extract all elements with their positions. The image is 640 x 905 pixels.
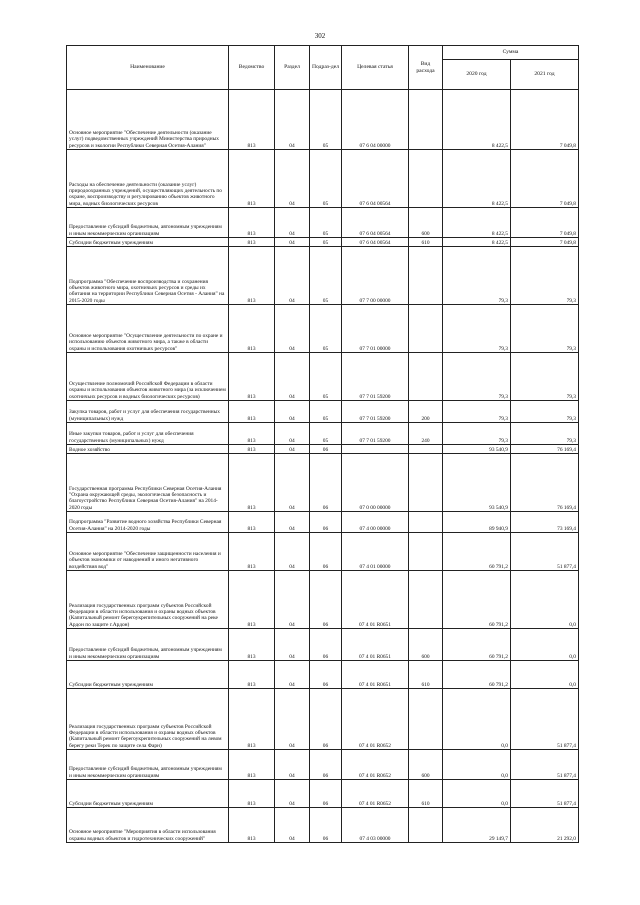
row-razdel: 04 [275, 750, 310, 780]
table-row [67, 423, 579, 445]
table-row [67, 629, 579, 661]
row-razdel: 04 [275, 661, 310, 689]
row-vedomstvo: 813 [229, 512, 275, 533]
header-vedomstvo: Ведомство [229, 46, 275, 90]
row-name: Закупка товаров, работ и услуг для обеспечения государственных (муниципальных) нужд [67, 401, 229, 423]
table-row [67, 238, 579, 247]
row-podrazdel: 05 [310, 150, 342, 208]
row-sum-2020: 8 422,5 [443, 238, 511, 247]
table-row [67, 571, 579, 629]
row-name: Субсидии бюджетным учреждениям [67, 661, 229, 689]
row-name: Субсидии бюджетным учреждениям [67, 238, 229, 247]
header-2021: 2021 год [511, 60, 579, 90]
row-celevaya: 07 4 01 R0651 [342, 661, 409, 689]
row-sum-2020: 0,0 [443, 750, 511, 780]
row-razdel: 04 [275, 208, 310, 238]
row-podrazdel: 06 [310, 454, 342, 512]
row-razdel: 04 [275, 689, 310, 750]
row-razdel: 04 [275, 90, 310, 150]
row-name: Основное мероприятие "Мероприятия в области использования охраны водных объектов и гидротехнических сооружений" [67, 808, 229, 843]
row-sum-2020: 0,0 [443, 780, 511, 808]
row-podrazdel: 06 [310, 780, 342, 808]
row-vedomstvo: 813 [229, 808, 275, 843]
row-vid: 200 [409, 401, 443, 423]
row-podrazdel: 06 [310, 629, 342, 661]
row-vedomstvo: 813 [229, 629, 275, 661]
row-podrazdel: 06 [310, 445, 342, 454]
row-razdel: 04 [275, 247, 310, 305]
row-sum-2021: 79,3 [511, 401, 579, 423]
row-podrazdel: 05 [310, 401, 342, 423]
table-row [67, 689, 579, 750]
row-razdel: 04 [275, 305, 310, 353]
table-row [67, 90, 579, 150]
row-celevaya: 07 7 01 59200 [342, 423, 409, 445]
table-row [67, 512, 579, 533]
row-vid [409, 445, 443, 454]
row-podrazdel: 06 [310, 750, 342, 780]
row-vedomstvo: 813 [229, 454, 275, 512]
row-sum-2020: 79,3 [443, 247, 511, 305]
row-vedomstvo: 813 [229, 533, 275, 571]
row-vedomstvo: 813 [229, 661, 275, 689]
table-row [67, 780, 579, 808]
row-celevaya: 07 6 04 00000 [342, 90, 409, 150]
header-name: Наименование [67, 46, 229, 90]
table-row [67, 247, 579, 305]
row-celevaya: 07 7 01 00000 [342, 305, 409, 353]
row-razdel: 04 [275, 780, 310, 808]
row-vedomstvo: 813 [229, 750, 275, 780]
table-row [67, 445, 579, 454]
row-vid [409, 353, 443, 401]
row-sum-2021: 0,0 [511, 571, 579, 629]
header-razdel: Раздел [275, 46, 310, 90]
row-vid [409, 512, 443, 533]
row-razdel: 04 [275, 150, 310, 208]
row-vid [409, 90, 443, 150]
table-row [67, 305, 579, 353]
header-vid: Вид расхода [409, 46, 443, 90]
row-celevaya: 07 4 03 00000 [342, 808, 409, 843]
row-celevaya: 07 7 01 59200 [342, 401, 409, 423]
row-razdel: 04 [275, 445, 310, 454]
table-row [67, 533, 579, 571]
row-sum-2021: 79,3 [511, 305, 579, 353]
row-razdel: 04 [275, 353, 310, 401]
row-celevaya: 07 0 00 00000 [342, 454, 409, 512]
row-name: Основное мероприятие "Обеспечение защищенности населения и объектов экономики от наводнений и иного негативного воздействия вод" [67, 533, 229, 571]
row-sum-2020: 60 791,2 [443, 571, 511, 629]
row-podrazdel: 05 [310, 208, 342, 238]
row-name: Водное хозяйство [67, 445, 229, 454]
row-vid: 600 [409, 629, 443, 661]
row-vedomstvo: 813 [229, 238, 275, 247]
row-name: Осуществление полномочий Российской Федерации в области охраны и использования объектов животного мира (за исключением охотничьих ресурсов и водных биологических ресурсов) [67, 353, 229, 401]
row-sum-2020: 60 791,2 [443, 533, 511, 571]
header-2020: 2020 год [443, 60, 511, 90]
table-row [67, 353, 579, 401]
row-vedomstvo: 813 [229, 445, 275, 454]
row-sum-2021: 73 169,4 [511, 512, 579, 533]
row-podrazdel: 05 [310, 90, 342, 150]
row-sum-2021: 7 049,8 [511, 208, 579, 238]
row-name: Предоставление субсидий бюджетным, автономным учреждениям и иным некоммерческим организациям [67, 208, 229, 238]
row-sum-2021: 21 292,0 [511, 808, 579, 843]
row-name: Расходы на обеспечение деятельности (оказание услуг) природоохранных учреждений, осуществляющих деятельность по охране, воспроизводству и регулированию объектов животного мира, водных биологических ресурсов [67, 150, 229, 208]
row-vedomstvo: 813 [229, 571, 275, 629]
row-celevaya: 07 6 04 00564 [342, 150, 409, 208]
row-razdel: 04 [275, 238, 310, 247]
row-sum-2021: 76 169,4 [511, 454, 579, 512]
row-vid [409, 571, 443, 629]
row-celevaya: 07 4 01 00000 [342, 533, 409, 571]
table-row [67, 150, 579, 208]
row-celevaya: 07 4 01 R0651 [342, 571, 409, 629]
row-vedomstvo: 813 [229, 208, 275, 238]
row-celevaya: 07 6 04 00564 [342, 238, 409, 247]
row-vid: 610 [409, 780, 443, 808]
row-name: Государственная программа Республики Северная Осетия-Алания "Охрана окружающей среды, экологическая безопасность и благоустройство Республики Северная Осетия-Алания" на 2014-2020 годы [67, 454, 229, 512]
row-sum-2021: 51 877,4 [511, 533, 579, 571]
row-sum-2021: 51 877,4 [511, 689, 579, 750]
table-row [67, 750, 579, 780]
row-vedomstvo: 813 [229, 90, 275, 150]
row-vid [409, 533, 443, 571]
row-name: Основное мероприятие "Обеспечение деятельности (оказание услуг) подведомственных учреждений Министерства природных ресурсов и экологии Республики Северная Осетия-Алания" [67, 90, 229, 150]
row-celevaya: 07 4 00 00000 [342, 512, 409, 533]
row-podrazdel: 05 [310, 423, 342, 445]
row-vid: 610 [409, 661, 443, 689]
header-celevaya: Целевая статья [342, 46, 409, 90]
row-vedomstvo: 813 [229, 353, 275, 401]
row-vid [409, 305, 443, 353]
row-sum-2020: 79,3 [443, 401, 511, 423]
row-vid: 610 [409, 238, 443, 247]
row-name: Субсидии бюджетным учреждениям [67, 780, 229, 808]
header-podrazdel: Подраз-дел [310, 46, 342, 90]
row-podrazdel: 06 [310, 661, 342, 689]
row-sum-2020: 8 422,5 [443, 150, 511, 208]
row-podrazdel: 06 [310, 808, 342, 843]
row-vid: 600 [409, 750, 443, 780]
row-razdel: 04 [275, 808, 310, 843]
row-podrazdel: 06 [310, 571, 342, 629]
table-row [67, 208, 579, 238]
row-razdel: 04 [275, 454, 310, 512]
row-vedomstvo: 813 [229, 780, 275, 808]
row-celevaya: 07 4 01 R0651 [342, 629, 409, 661]
row-sum-2021: 76 169,4 [511, 445, 579, 454]
row-podrazdel: 06 [310, 512, 342, 533]
row-razdel: 04 [275, 512, 310, 533]
row-sum-2021: 79,3 [511, 247, 579, 305]
row-vid [409, 454, 443, 512]
row-celevaya [342, 445, 409, 454]
row-sum-2020: 29 149,7 [443, 808, 511, 843]
row-vedomstvo: 813 [229, 305, 275, 353]
row-vid [409, 808, 443, 843]
row-vedomstvo: 813 [229, 423, 275, 445]
row-vedomstvo: 813 [229, 150, 275, 208]
row-name: Подпрограмма "Развитие водного хозяйства Республики Северная Осетия-Алания" на 2014-2020 годы [67, 512, 229, 533]
row-vid [409, 247, 443, 305]
row-sum-2020: 79,3 [443, 353, 511, 401]
row-vid [409, 150, 443, 208]
row-vedomstvo: 813 [229, 247, 275, 305]
row-vid: 240 [409, 423, 443, 445]
row-name: Реализация государственных программ субъектов Российской Федерации в области использования и охраны водных объектов (Капитальный ремонт берегоукрепительных сооружений на левом берегу реки Терек по защите села Фарн) [67, 689, 229, 750]
row-sum-2021: 51 877,4 [511, 780, 579, 808]
row-vedomstvo: 813 [229, 689, 275, 750]
header-summa: Сумма [443, 46, 579, 60]
row-celevaya: 07 7 01 59200 [342, 353, 409, 401]
row-sum-2020: 93 540,9 [443, 445, 511, 454]
row-sum-2020: 0,0 [443, 689, 511, 750]
row-vedomstvo: 813 [229, 401, 275, 423]
table-row [67, 401, 579, 423]
row-vid [409, 689, 443, 750]
row-sum-2021: 79,3 [511, 423, 579, 445]
row-name: Иные закупки товаров, работ и услуг для обеспечения государственных (муниципальных) нужд [67, 423, 229, 445]
table-header [67, 46, 579, 90]
row-celevaya: 07 4 01 R0652 [342, 780, 409, 808]
row-celevaya: 07 4 01 R0652 [342, 689, 409, 750]
row-vid: 600 [409, 208, 443, 238]
row-sum-2020: 79,3 [443, 423, 511, 445]
row-razdel: 04 [275, 401, 310, 423]
row-sum-2021: 7 049,8 [511, 90, 579, 150]
row-podrazdel: 05 [310, 247, 342, 305]
budget-table [66, 45, 579, 843]
row-podrazdel: 05 [310, 353, 342, 401]
row-sum-2021: 0,0 [511, 629, 579, 661]
table-row [67, 808, 579, 843]
table-body [67, 90, 579, 843]
row-sum-2020: 79,3 [443, 305, 511, 353]
row-name: Предоставление субсидий бюджетным, автономным учреждениям и иным некоммерческим организациям [67, 629, 229, 661]
page-number: 302 [314, 32, 326, 40]
row-name: Подпрограмма "Обеспечение воспроизводства и сохранения объектов животного мира, охотничьих ресурсов и среды их обитания на территории Республики Северная Осетия - Алания" на 2015-2020 годы [67, 247, 229, 305]
row-sum-2020: 60 791,2 [443, 629, 511, 661]
row-sum-2021: 0,0 [511, 661, 579, 689]
row-sum-2020: 93 540,9 [443, 454, 511, 512]
row-sum-2021: 7 049,8 [511, 150, 579, 208]
row-sum-2020: 60 791,2 [443, 661, 511, 689]
row-sum-2021: 51 877,4 [511, 750, 579, 780]
row-razdel: 04 [275, 629, 310, 661]
row-razdel: 04 [275, 533, 310, 571]
row-sum-2021: 79,3 [511, 353, 579, 401]
row-name: Предоставление субсидий бюджетным, автономным учреждениям и иным некоммерческим организациям [67, 750, 229, 780]
row-sum-2020: 8 422,5 [443, 208, 511, 238]
row-razdel: 04 [275, 571, 310, 629]
row-razdel: 04 [275, 423, 310, 445]
row-name: Реализация государственных программ субъектов Российской Федерации в области использования и охраны водных объектов (Капитальный ремонт берегоукрепительных сооружений на реке Ардон по защите г.Ардон) [67, 571, 229, 629]
table-row [67, 661, 579, 689]
row-celevaya: 07 7 00 00000 [342, 247, 409, 305]
table-row [67, 454, 579, 512]
row-podrazdel: 05 [310, 305, 342, 353]
row-celevaya: 07 6 04 00564 [342, 208, 409, 238]
row-podrazdel: 06 [310, 689, 342, 750]
row-celevaya: 07 4 01 R0652 [342, 750, 409, 780]
row-podrazdel: 05 [310, 238, 342, 247]
row-podrazdel: 06 [310, 533, 342, 571]
row-sum-2020: 89 940,9 [443, 512, 511, 533]
row-sum-2021: 7 049,8 [511, 238, 579, 247]
row-name: Основное мероприятие "Осуществление деятельности по охране и использованию объектов животного мира, а также в области охраны и использования охотничьих ресурсов" [67, 305, 229, 353]
row-sum-2020: 8 422,5 [443, 90, 511, 150]
